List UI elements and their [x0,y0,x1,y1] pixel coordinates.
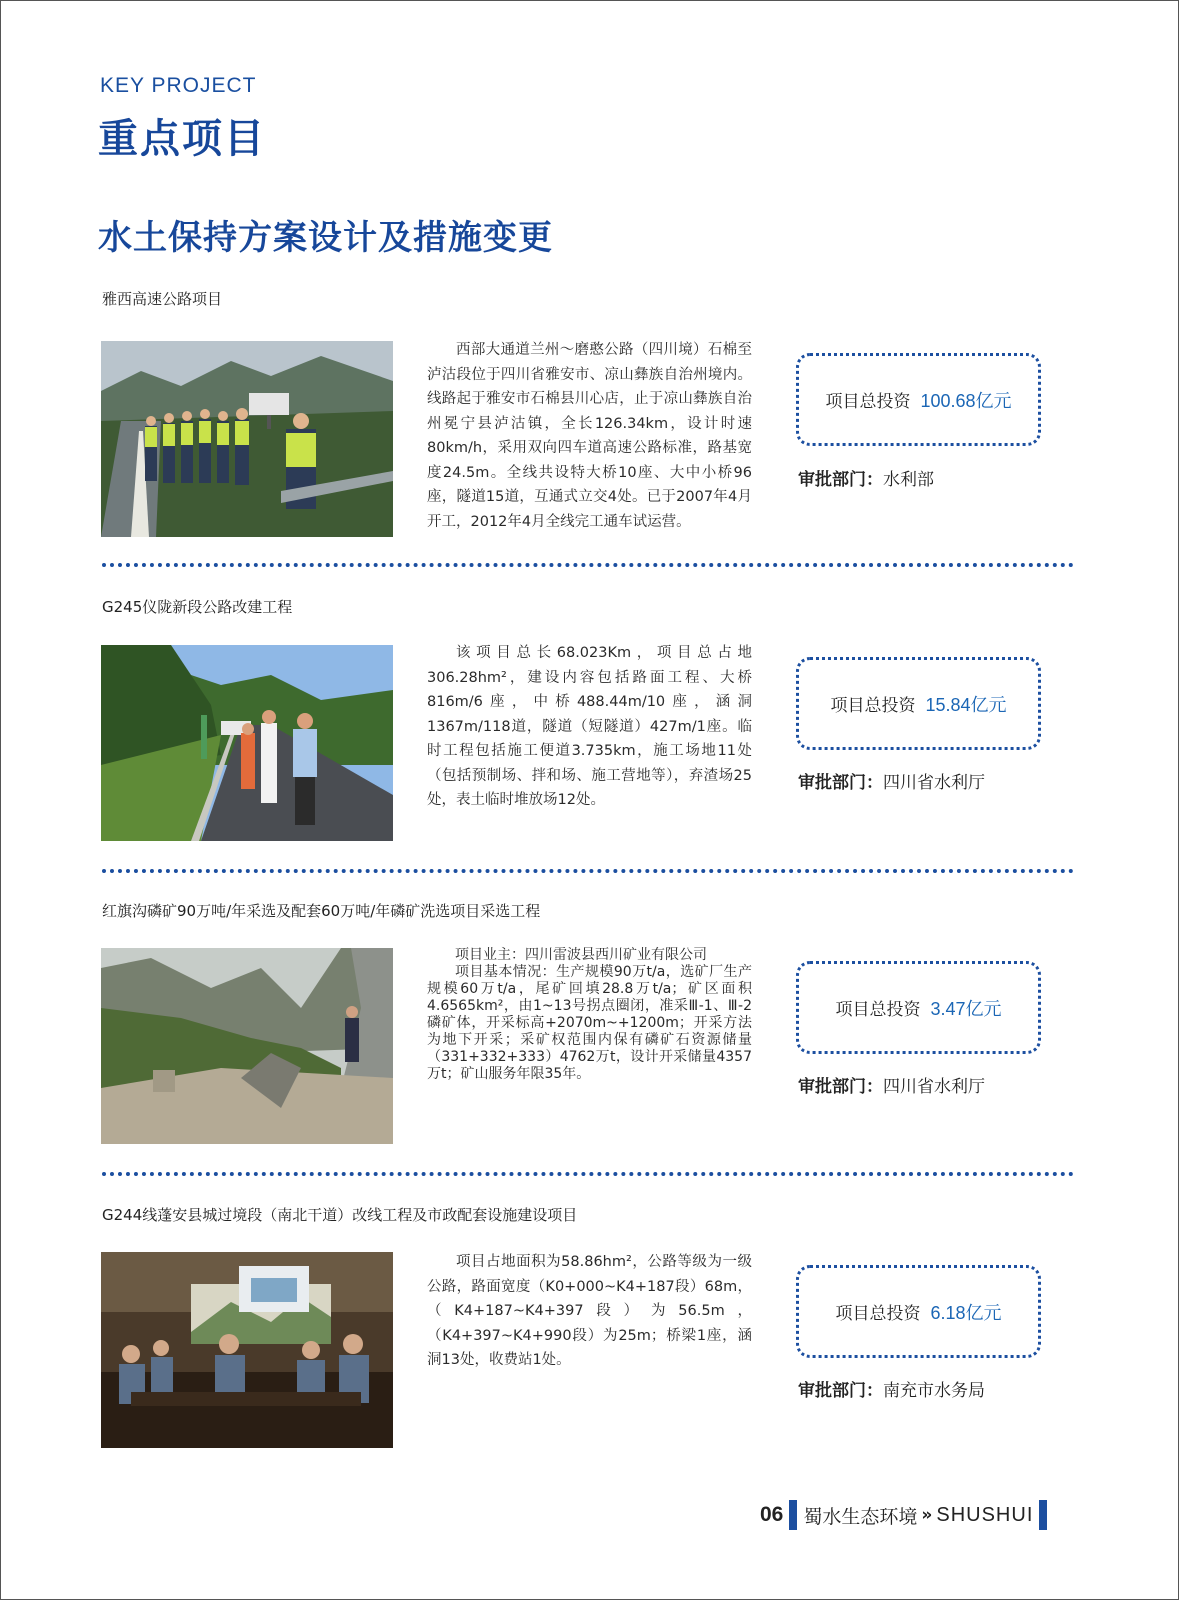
description-text: 西部大通道兰州～磨憨公路（四川境）石棉至泸沽段位于四川省雅安市、凉山彝族自治州境内。线路起于雅安市石棉县川心店，止于凉山彝族自治州冕宁县泸沽镇，全长126.34km，设计时速80km/h，采用双向四车道高速公路标准，路基宽度24.5m。全线共设特大桥10座、大中小桥96座，隧道15道，互通式立交4处。已于2007年4月开工，2012年4月全线完工通车试运营。 [427,342,752,530]
approval-label: 审批部门： [798,470,883,490]
page-title: 重点项目 [98,116,266,162]
approval-label: 审批部门： [798,1381,883,1401]
approval-department [798,465,934,490]
investment-value: 100.68亿元 [920,390,1012,411]
project-description [427,641,752,813]
project-name: G245仪陇新段公路改建工程 [102,598,293,616]
investment-box [796,657,1041,750]
header-kicker: KEY PROJECT [100,74,257,97]
section-divider [102,869,1074,873]
approval-label: 审批部门： [798,773,883,793]
project-description [427,338,752,534]
description-text: 该项目总长68.023Km，项目总占地306.28hm²，建设内容包括路面工程、大桥816m/6座，中桥488.44m/10座，涵洞1367m/118道，隧道（短隧道）427m/1座。临时工程包括施工便道3.735km，施工场地11处（包括预制场、拌和场、施工营地等），弃渣场25处，表土临时堆放场12处。 [427,645,752,808]
double-chevron-icon: » [921,1505,933,1525]
project-description [427,1250,752,1373]
section-divider [102,563,1074,567]
project-name: 雅西高速公路项目 [102,290,223,308]
description-text: 项目基本情况：生产规模90万t/a，选矿厂生产规模60万t/a，尾矿回填28.8万t/a；矿区面积4.6565km²，由1~13号拐点圈闭，准采Ⅲ-1、Ⅲ-2磷矿体，开采标高+2070m~+1200m；开采方法为地下开采；采矿权范围内保有磷矿石资源储量（331+332+333）4762万t，设计开采储量4357万t；矿山服务年限35年。 [427,964,752,1082]
footer-accent-bar [789,1500,797,1530]
approval-value: 水利部 [883,470,934,490]
approval-value: 南充市水务局 [883,1381,985,1401]
approval-value: 四川省水利厅 [883,1077,985,1097]
investment-box [796,961,1041,1054]
approval-department [798,768,985,793]
page-footer [760,1500,1053,1530]
investment-value: 6.18亿元 [930,1302,1002,1323]
highway-inspection-photo [101,341,393,537]
page-number: 06 [760,1503,784,1526]
magazine-name: 蜀水生态环境 [803,1505,918,1528]
approval-department [798,1376,985,1401]
footer-accent-bar-end [1039,1500,1047,1530]
magazine-name-en: SHUSHUI [936,1503,1034,1526]
investment-value: 3.47亿元 [930,998,1002,1019]
meeting-room-photo [101,1252,393,1448]
mine-site-photo [101,948,393,1144]
approval-department [798,1072,985,1097]
approval-label: 审批部门： [798,1077,883,1097]
description-owner: 项目业主：四川雷波县西川矿业有限公司 [455,947,707,963]
project-name: G244线蓬安县城过境段（南北干道）改线工程及市政配套设施建设项目 [102,1206,578,1224]
investment-label: 项目总投资 [835,1304,921,1324]
investment-label: 项目总投资 [835,1000,921,1020]
description-text: 项目占地面积为58.86hm²，公路等级为一级公路，路面宽度（K0+000~K4+187段）68m，（K4+187~K4+397段）为56.5m，（K4+397~K4+990段）为25m；桥梁1座，涵洞13处，收费站1处。 [427,1254,752,1368]
project-description [427,947,752,1083]
investment-label: 项目总投资 [830,696,916,716]
investment-value: 15.84亿元 [925,694,1007,715]
investment-box [796,353,1041,446]
section-title: 水土保持方案设计及措施变更 [98,218,553,258]
approval-value: 四川省水利厅 [883,773,985,793]
project-name: 红旗沟磷矿90万吨/年采选及配套60万吨/年磷矿洗选项目采选工程 [102,902,541,920]
investment-box [796,1265,1041,1358]
section-divider [102,1172,1074,1176]
investment-label: 项目总投资 [825,392,911,412]
road-survey-photo [101,645,393,841]
